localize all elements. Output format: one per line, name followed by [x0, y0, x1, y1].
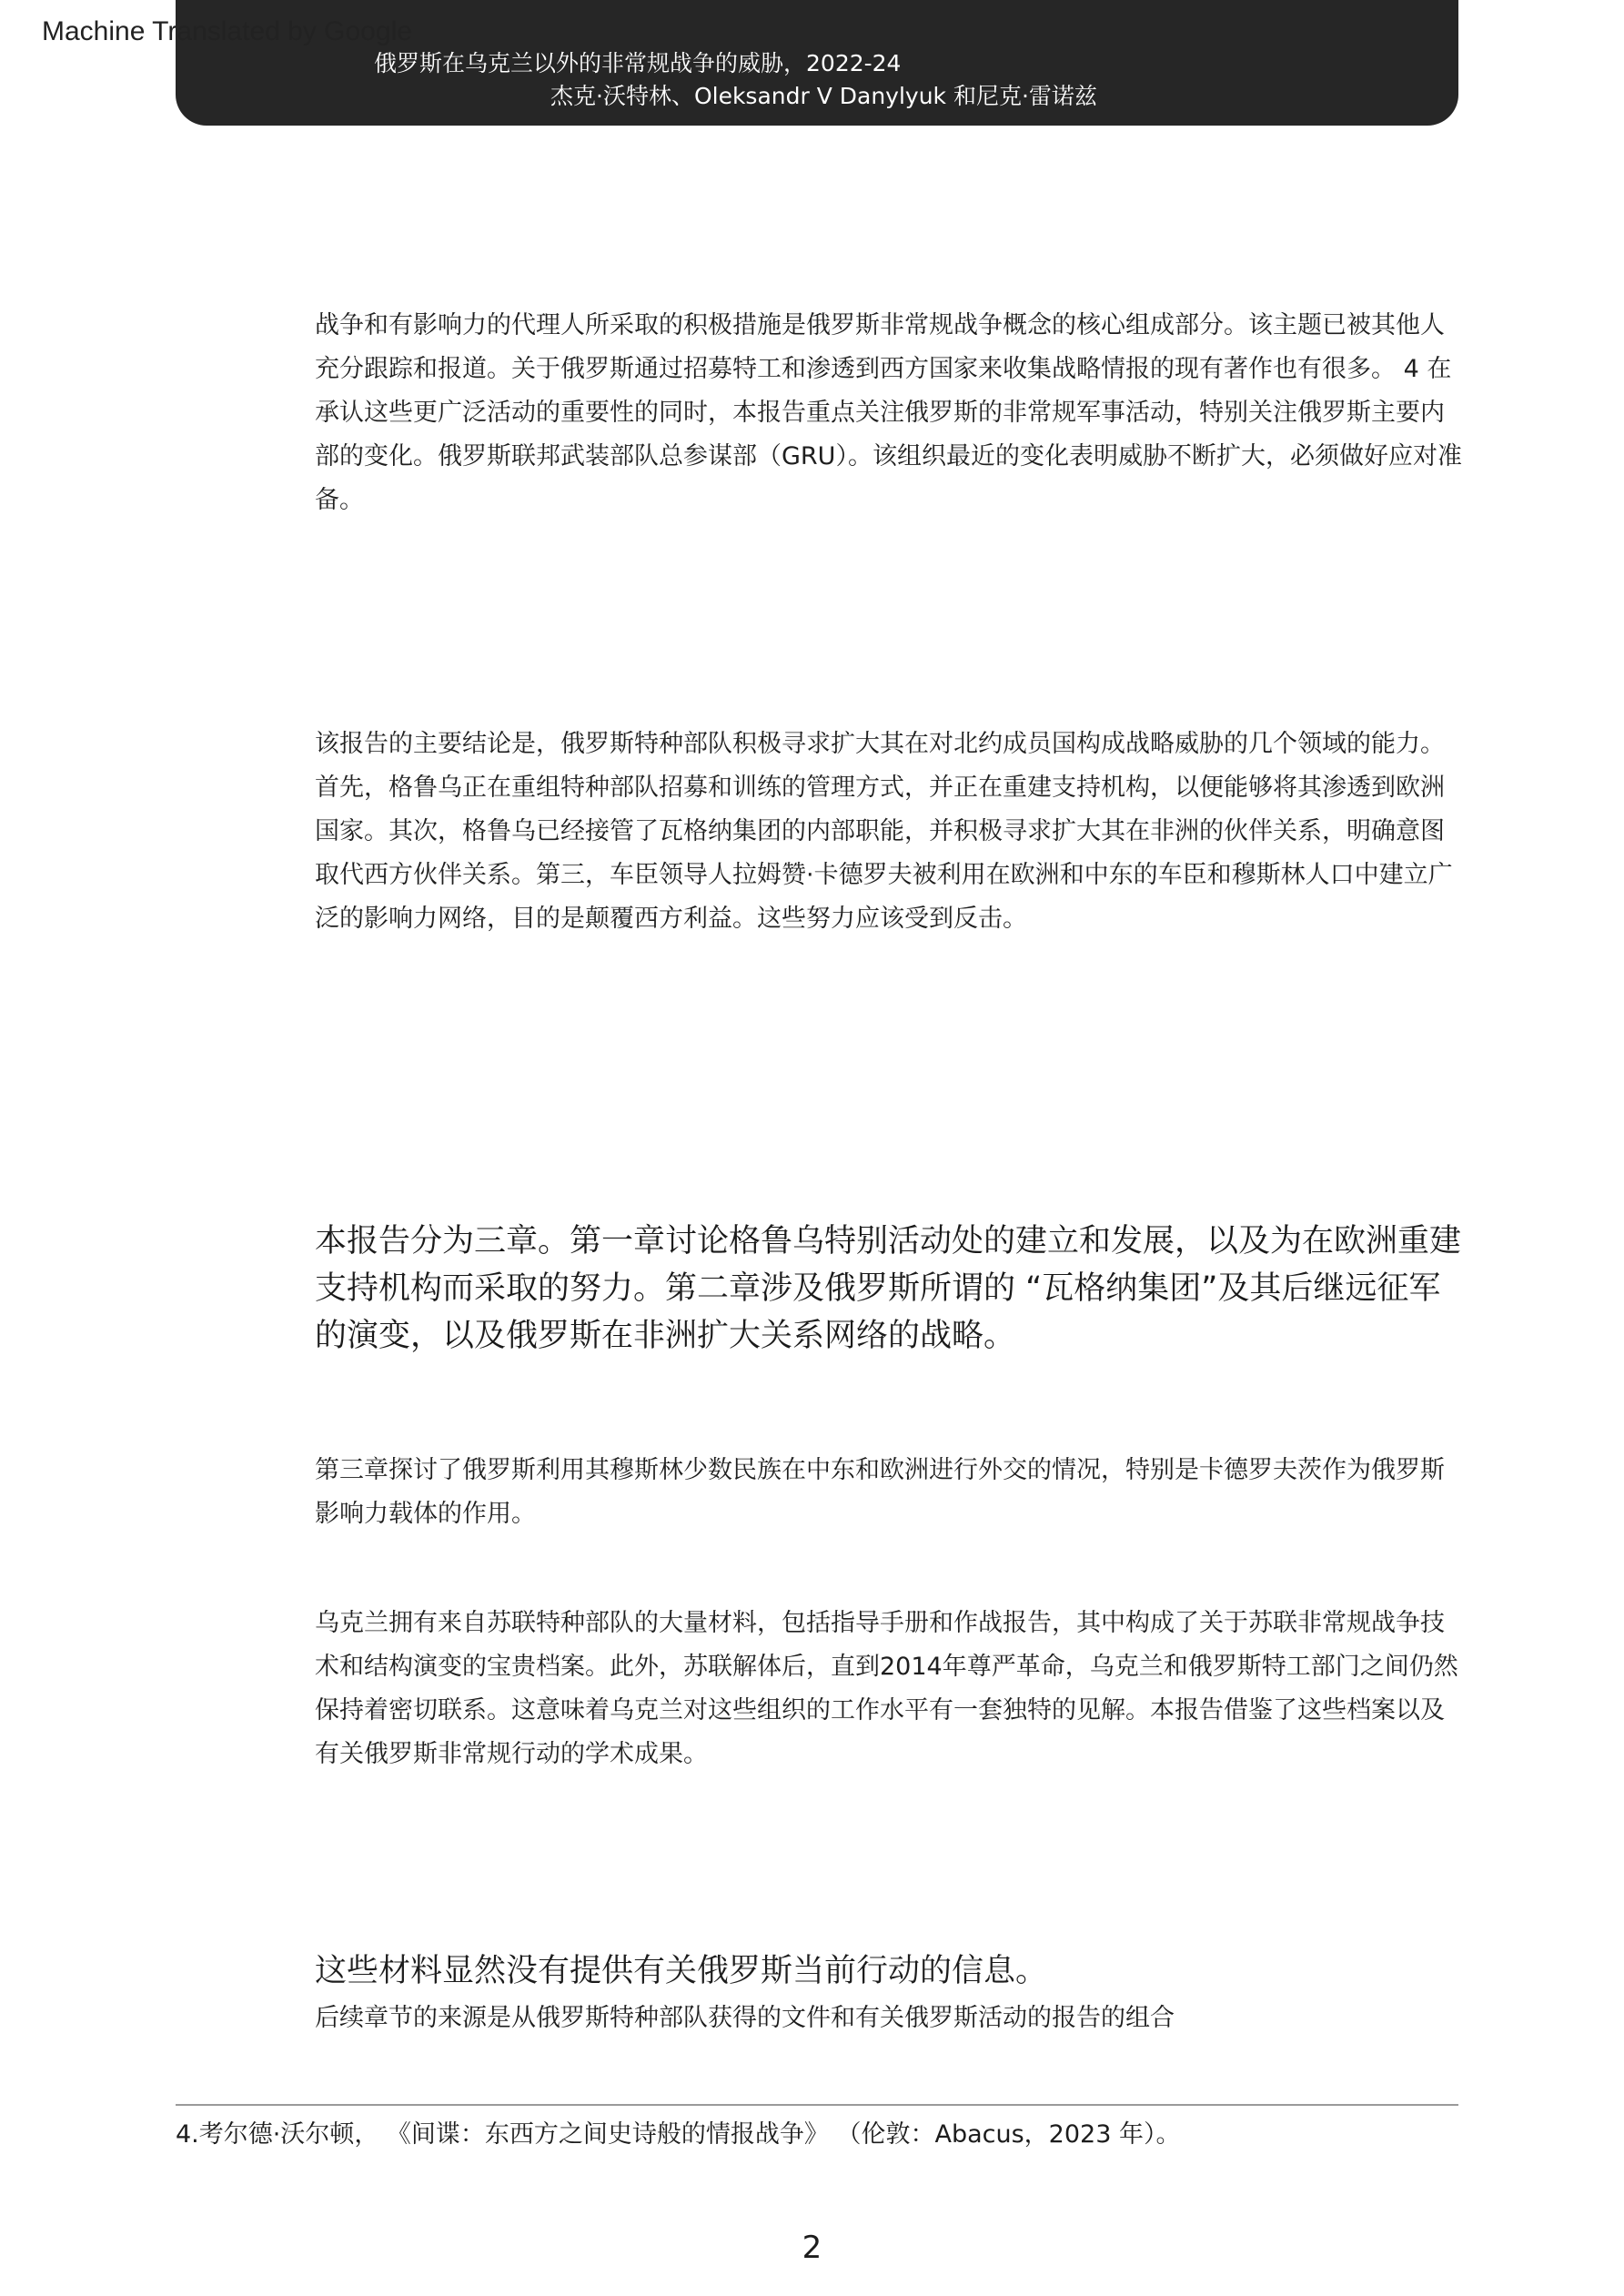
machine-translated-label: Machine Translated by Google: [42, 16, 412, 46]
header-authors: 杰克·沃特林、Oleksandr V Danylyuk 和尼克·雷诺兹: [550, 83, 1097, 109]
body-paragraph: 该报告的主要结论是，俄罗斯特种部队积极寻求扩大其在对北约成员国构成战略威胁的几个领域的能力。首先，格鲁乌正在重组特种部队招募和训练的管理方式，并正在重建支持机构，以便能够将其渗透到欧洲国家。其次，格鲁乌已经接管了瓦格纳集团的内部职能，并积极寻求扩大其在非洲的伙伴关系，明确意图取代西方伙伴关系。第三，车臣领导人拉姆赞·卡德罗夫被利用在欧洲和中东的车臣和穆斯林人口中建立广泛的影响力网络，目的是颠覆西方利益。这些努力应该受到反击。: [315, 730, 1453, 933]
body-paragraph: 战争和有影响力的代理人所采取的积极措施是俄罗斯非常规战争概念的核心组成部分。该主题已被其他人充分跟踪和报道。关于俄罗斯通过招募特工和渗透到西方国家来收集战略情报的现有著作也有很多。 4 在承认这些更广泛活动的重要性的同时，本报告重点关注俄罗斯的非常规军事活动，特别关注俄罗斯主要内部的变化。俄罗斯联邦武装部队总参谋部（GRU）。该组织最近的变化表明威胁不断扩大，必须做好应对准备。: [315, 311, 1462, 514]
body-paragraph-large: 本报告分为三章。第一章讨论格鲁乌特别活动处的建立和发展，以及为在欧洲重建支持机构而采取的努力。第二章涉及俄罗斯所谓的 “瓦格纳集团”及其后继远征军的演变，以及俄罗斯在非洲扩大关系网络的战略。: [315, 1223, 1462, 1354]
page-number: 2: [802, 2230, 822, 2266]
closing-large-line: 这些材料显然没有提供有关俄罗斯当前行动的信息。: [315, 1953, 1048, 1989]
closing-small-line: 后续章节的来源是从俄罗斯特种部队获得的文件和有关俄罗斯活动的报告的组合: [315, 2004, 1175, 2032]
footnote: 4.考尔德·沃尔顿， 《间谍：东西方之间史诗般的情报战争》 （伦敦：Abacus，2023 年）。: [176, 2120, 1181, 2149]
header-title: 俄罗斯在乌克兰以外的非常规战争的威胁，2022-24: [374, 50, 902, 76]
body-paragraph: 乌克兰拥有来自苏联特种部队的大量材料，包括指导手册和作战报告，其中构成了关于苏联非常规战争技术和结构演变的宝贵档案。此外，苏联解体后，直到2014年尊严革命，乌克兰和俄罗斯特工部门之间仍然保持着密切联系。这意味着乌克兰对这些组织的工作水平有一套独特的见解。本报告借鉴了这些档案以及有关俄罗斯非常规行动的学术成果。: [315, 1609, 1458, 1768]
body-paragraph: 第三章探讨了俄罗斯利用其穆斯林少数民族在中东和欧洲进行外交的情况，特别是卡德罗夫茨作为俄罗斯影响力载体的作用。: [315, 1456, 1445, 1528]
footnote-divider: [176, 2104, 1458, 2106]
